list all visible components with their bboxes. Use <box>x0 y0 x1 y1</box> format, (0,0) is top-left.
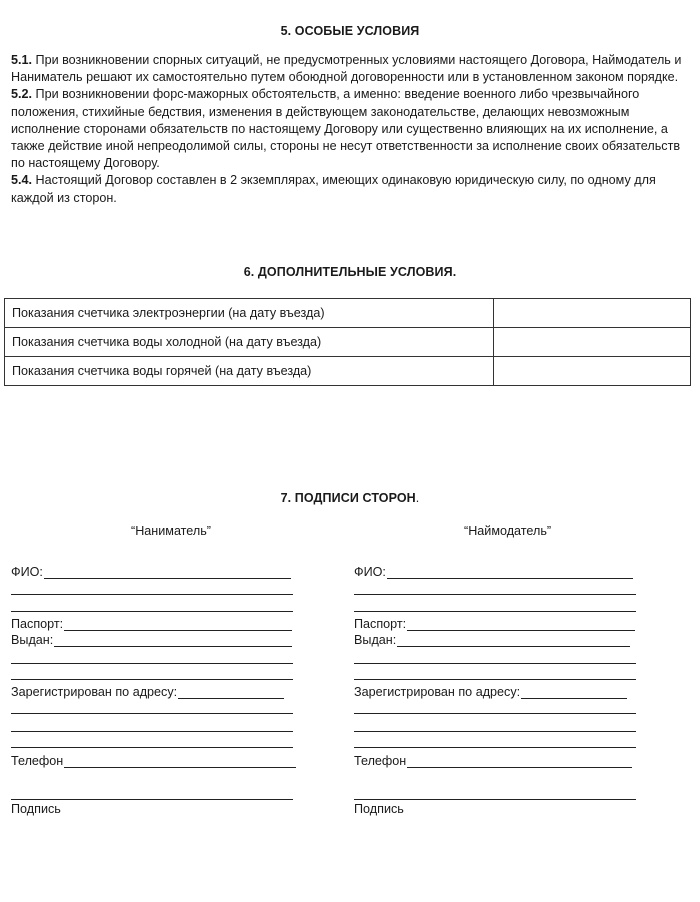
landlord-passport-label: Паспорт: <box>354 617 407 631</box>
landlord-issued-line-2[interactable] <box>354 663 636 664</box>
tenant-address-field[interactable] <box>178 686 284 699</box>
tenant-fio-line-3[interactable] <box>11 611 293 612</box>
landlord-signature-label: Подпись <box>354 802 404 816</box>
landlord-issued-field[interactable] <box>397 634 630 647</box>
clause-number: 5.4. <box>11 173 33 188</box>
tenant-phone-field[interactable] <box>64 755 296 768</box>
section6-title: 6. ДОПОЛНИТЕЛЬНЫЕ УСЛОВИЯ. <box>243 265 457 279</box>
tenant-issued-line-2[interactable] <box>11 663 293 664</box>
landlord-fio-line-3[interactable] <box>354 611 636 612</box>
section7-title-text: 7. ПОДПИСИ СТОРОН <box>280 491 416 505</box>
section5-body <box>11 52 686 207</box>
landlord-phone-field[interactable] <box>407 755 632 768</box>
clause-text: При возникновении спорных ситуаций, не предусмотренных условиями настоящего Договора, Наймодатель и Наниматель решают их самостоятельно путем обоюдной договоренности или в установленном законом порядке. <box>11 53 682 85</box>
landlord-fio-label: ФИО: <box>354 565 386 579</box>
tenant-issued-line-3[interactable] <box>11 679 293 680</box>
tenant-fio-label: ФИО: <box>11 565 43 579</box>
meter-value-electricity[interactable] <box>494 299 691 328</box>
landlord-address-label: Зарегистрирован по адресу: <box>354 685 521 699</box>
landlord-address-row <box>354 682 627 699</box>
meter-label-electricity: Показания счетчика электроэнергии (на дату въезда) <box>5 299 494 328</box>
landlord-signature-line[interactable] <box>354 799 636 800</box>
tenant-fio-line-2[interactable] <box>11 594 293 595</box>
tenant-address-line-4[interactable] <box>11 747 293 748</box>
tenant-passport-row <box>11 614 292 631</box>
tenant-address-line-3[interactable] <box>11 731 293 732</box>
clause-number: 5.1. <box>11 53 33 67</box>
tenant-fio-row <box>11 562 291 579</box>
table-row <box>5 328 691 357</box>
landlord-fio-field[interactable] <box>387 566 633 579</box>
tenant-address-row <box>11 682 284 699</box>
landlord-address-line-3[interactable] <box>354 731 636 732</box>
section7-title-dot: . <box>415 491 420 505</box>
tenant-issued-row <box>11 630 292 647</box>
tenant-passport-label: Паспорт: <box>11 617 64 631</box>
landlord-phone-label: Телефон <box>354 754 407 768</box>
landlord-passport-row <box>354 614 635 631</box>
tenant-signature-line[interactable] <box>11 799 293 800</box>
clause-text: Настоящий Договор составлен в 2 экземплярах, имеющих одинаковую юридическую силу, по одному для каждой из сторон. <box>11 173 656 205</box>
tenant-phone-row <box>11 751 296 768</box>
meter-label-cold-water: Показания счетчика воды холодной (на дату въезда) <box>5 328 494 357</box>
table-row <box>5 299 691 328</box>
landlord-issued-line-3[interactable] <box>354 679 636 680</box>
clause-5-4 <box>11 172 686 206</box>
tenant-fio-field[interactable] <box>44 566 291 579</box>
landlord-address-field[interactable] <box>521 686 627 699</box>
tenant-party-title: “Наниматель” <box>131 524 211 538</box>
meter-value-cold-water[interactable] <box>494 328 691 357</box>
tenant-address-label: Зарегистрирован по адресу: <box>11 685 178 699</box>
landlord-party-title: “Наймодатель” <box>464 524 552 538</box>
tenant-phone-label: Телефон <box>11 754 64 768</box>
landlord-phone-row <box>354 751 632 768</box>
tenant-issued-field[interactable] <box>54 634 292 647</box>
clause-5-2 <box>11 86 686 172</box>
landlord-fio-row <box>354 562 633 579</box>
landlord-fio-line-2[interactable] <box>354 594 636 595</box>
meter-value-hot-water[interactable] <box>494 357 691 386</box>
tenant-issued-label: Выдан: <box>11 633 54 647</box>
tenant-signature-label: Подпись <box>11 802 61 816</box>
meter-label-hot-water: Показания счетчика воды горячей (на дату въезда) <box>5 357 494 386</box>
clause-5-1 <box>11 52 686 86</box>
table-row <box>5 357 691 386</box>
landlord-address-line-2[interactable] <box>354 713 636 714</box>
landlord-issued-label: Выдан: <box>354 633 397 647</box>
section5-title: 5. ОСОБЫЕ УСЛОВИЯ <box>280 24 420 38</box>
meter-readings-table <box>4 298 691 386</box>
section7-title <box>0 491 700 505</box>
landlord-address-line-4[interactable] <box>354 747 636 748</box>
tenant-address-line-2[interactable] <box>11 713 293 714</box>
clause-number: 5.2. <box>11 87 33 102</box>
landlord-issued-row <box>354 630 630 647</box>
clause-text: При возникновении форс-мажорных обстоятельств, а именно: введение военного либо чрезвычайного положения, стихийные бедствия, изменения в действующем законодательстве, делающих невозможным исполнение сторонами обязательств по настоящему Договору или существенно влияющих на их исполнение, а также действие иной непреодолимой силы, стороны не несут ответственности за исполнение своих обязательств по настоящему Договору. <box>11 87 681 171</box>
